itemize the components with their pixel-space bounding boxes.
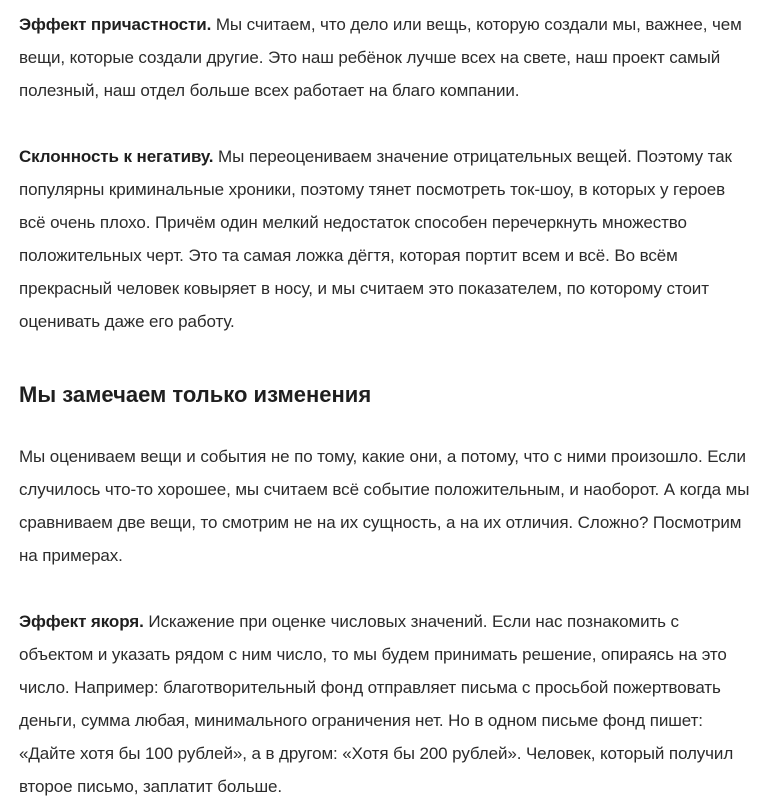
- term-anchor-effect: Эффект якоря.: [19, 612, 144, 631]
- paragraph-text: Искажение при оценке числовых значений. Если нас познакомить с объектом и указать рядом с ним число, то мы будем принимать решение, опираясь на это число. Например: благотворительный фонд отправляет письма с просьбой пожертвовать деньги, сумма любая, минимального ограничения нет. Но в одном письме фонд пишет: «Дайте хотя бы 100 рублей», а в другом: «Хотя бы 200 рублей». Человек, который получил второе письмо, заплатит больше.: [19, 612, 734, 796]
- paragraph-text: Мы переоцениваем значение отрицательных вещей. Поэтому так популярны криминальные хроники, поэтому тянет посмотреть ток-шоу, в которых у героев всё очень плохо. Причём один мелкий недостаток способен перечеркнуть множество положительных черт. Это та самая ложка дёгтя, которая портит всем и всё. Во всём прекрасный человек ковыряет в носу, и мы считаем это показателем, по которому стоит оценивать даже его работу.: [19, 147, 732, 331]
- paragraph-anchor-effect: [19, 605, 755, 803]
- paragraph-negativity-bias: [19, 140, 755, 338]
- paragraph-spacer: [19, 338, 755, 371]
- term-ownership-effect: Эффект причастности.: [19, 15, 212, 34]
- paragraph-spacer: [19, 107, 755, 140]
- paragraph-ownership-effect: [19, 8, 755, 107]
- term-negativity-bias: Склонность к негативу.: [19, 147, 214, 166]
- paragraph-spacer: [19, 572, 755, 605]
- section-heading: Мы замечаем только изменения: [19, 382, 372, 407]
- paragraph-changes-intro: Мы оцениваем вещи и события не по тому, какие они, а потому, что с ними произошло. Если случилось что-то хорошее, мы считаем всё событие положительным, и наоборот. А когда мы сравниваем две вещи, то смотрим не на их сущность, а на их отличия. Сложно? Посмотрим на примерах.: [19, 447, 750, 565]
- paragraph-text: Мы считаем, что дело или вещь, которую создали мы, важнее, чем вещи, которые создали другие. Это наш ребёнок лучше всех на свете, наш проект самый полезный, наш отдел больше всех работает на благо компании.: [19, 15, 742, 100]
